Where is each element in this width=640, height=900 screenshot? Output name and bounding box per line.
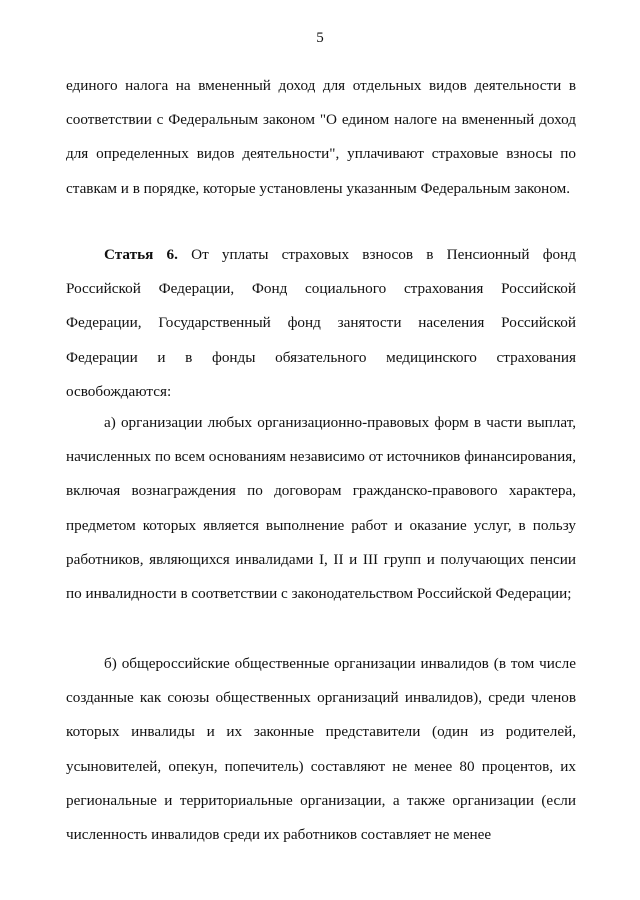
article-heading: Статья 6.	[104, 246, 178, 263]
page-number: 5	[316, 30, 324, 46]
document-paragraph-continuation	[66, 69, 576, 206]
document-paragraph-article-6	[66, 238, 576, 409]
article-text: От уплаты страховых взносов в Пенсионный фонд Российской Федерации, Фонд социального страхования Российской Федерации, Государственный фонд занятости населения Российской Федерации и в фонды обязательного медицинского страхования освобождаются:	[66, 246, 576, 400]
item-b-text: б) общероссийские общественные организации инвалидов (в том числе созданные как союзы общественных организаций инвалидов), среди членов которых инвалиды и их законные представители (один из родителей, усыновителей, опекун, попечитель) составляют не менее 80 процентов, их региональные и территориальные организации, а также организации (если численность инвалидов среди их работников составляет не менее	[66, 655, 576, 844]
article-paragraph	[66, 238, 576, 409]
document-paragraph-item-b	[66, 647, 576, 852]
paragraph-text: единого налога на вмененный доход для отдельных видов деятельности в соответствии с Федеральным законом "О едином налоге на вмененный доход для определенных видов деятельности", уплачивают страховые взносы по ставкам и в порядке, которые установлены указанным Федеральным законом.	[66, 77, 576, 197]
document-paragraph-item-a	[66, 406, 576, 611]
item-a-text: а) организации любых организационно-правовых форм в части выплат, начисленных по всем основаниям независимо от источников финансирования, включая вознаграждения по договорам гражданско-правового характера, предметом которых является выполнение работ и оказание услуг, в пользу работников, являющихся инвалидами I, II и III групп и получающих пенсии по инвалидности в соответствии с законодательством Российской Федерации;	[66, 414, 576, 603]
